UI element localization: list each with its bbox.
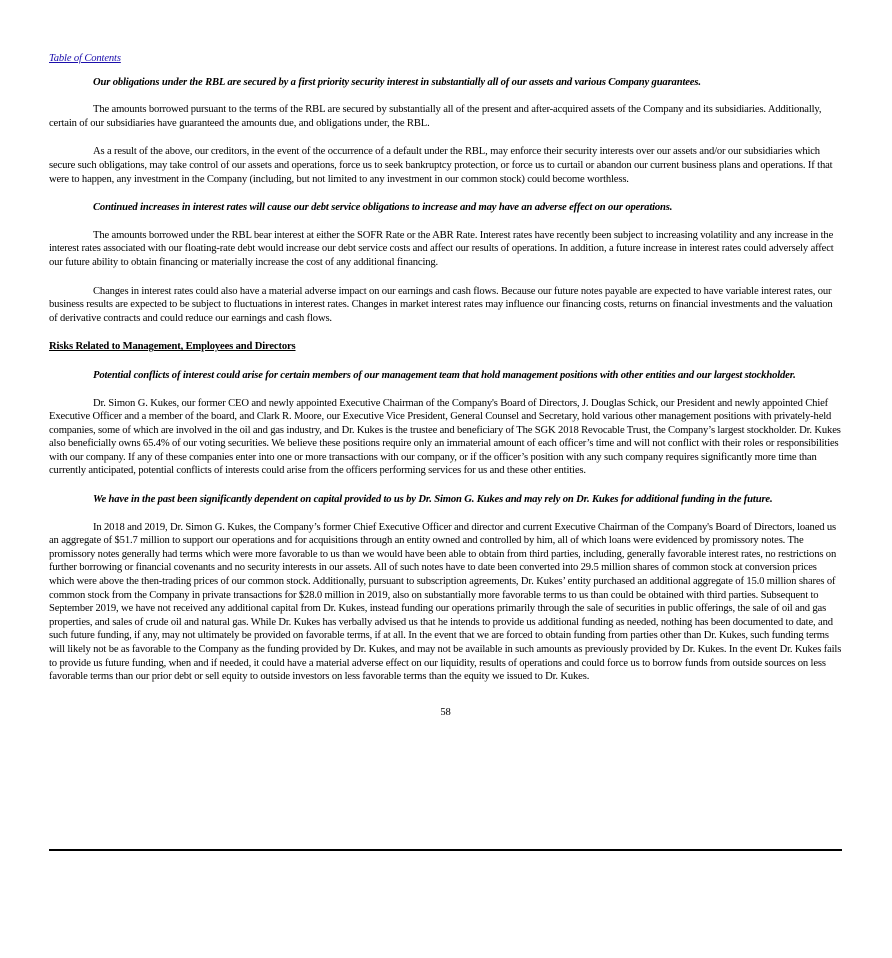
paragraph: Changes in interest rates could also have a material adverse impact on our earnings and cash flows. Because our future notes payable are expected to have variable interest rates, our business results are expected to be subject to fluctuations in interest rates. Changes in market interest rates may influence our financing costs, returns on financial investments and the valuation of derivative contracts and could reduce our earnings and cash flows. <box>49 285 833 324</box>
paragraph: In 2018 and 2019, Dr. Simon G. Kukes, the Company’s former Chief Executive Officer and director and current Executive Chairman of the Company's Board of Directors, loaned us an aggregate of $51.7 million to support our operations and for acquisitions through an entity owned and controlled by him, all of which loans were evidenced by promissory notes. The promissory notes generally had terms which were more favorable to us than we would have been able to obtain from third parties, including, generally favorable interest rates, no restrictions on further borrowing or financial covenants and no security interests in our assets. All of such notes have to date been converted into 29.5 million shares of common stock at conversion prices which were above the then-trading prices of our common stock. Additionally, pursuant to subscription agreements, Dr. Kukes’ entity purchased an additional aggregate of 15.0 million shares of common stock from the Company in private transactions for $28.0 million in 2019, also on substantially more favorable terms to us than could be obtained with third parties. Subsequent to September 2019, we have not received any additional capital from Dr. Kukes, instead funding our operations primarily through the sale of securities in public offerings, the sale of oil and gas properties, and sales of crude oil and natural gas. While Dr. Kukes has verbally advised us that he intends to provide us additional funding as needed, nothing has been documented to date, and such future funding, if any, may not ultimately be provided on favorable terms, if at all. In the event that we are forced to obtain funding from parties other than Dr. Kukes, such funding terms will likely not be as favorable to the Company as the funding provided by Dr. Kukes, and may not be available in such amounts as previously provided by Dr. Kukes. In the event Dr. Kukes fails to provide us future funding, when and if needed, it could have a material adverse effect on our liquidity, results of operations and could force us to borrow funds from outside sources on less favorable terms than our prior debt or sell equity to outside investors on less favorable terms than the equity we issued to Dr. Kukes. <box>49 521 842 683</box>
section-title-management-risks: Risks Related to Management, Employees and Directors <box>49 341 296 353</box>
heading-dependence-on-kukes: We have in the past been significantly dependent on capital provided to us by Dr. Simon G. Kukes and may rely on Dr. Kukes for additional funding in the future. <box>93 494 773 506</box>
paragraph: As a result of the above, our creditors, in the event of the occurrence of a default under the RBL, may enforce their security interests over our assets and/or our subsidiaries which secure such obligations, may take control of our assets and operations, force us to seek bankruptcy protection, or force us to curtail or abandon our current business plans and operations. If that were to happen, any investment in the Company (including, but not limited to any investment in our common stock) could become worthless. <box>49 146 833 185</box>
heading-interest-rates: Continued increases in interest rates will cause our debt service obligations to increase and may have an adverse effect on our operations. <box>93 202 673 214</box>
paragraph: The amounts borrowed pursuant to the terms of the RBL are secured by substantially all of the present and after-acquired assets of the Company and its subsidiaries. Additionally, certain of our subsidiaries have guaranteed the amounts due, and obligations under, the RBL. <box>49 104 822 129</box>
heading-rbl-security: Our obligations under the RBL are secured by a first priority security interest in substantially all of our assets and various Company guarantees. <box>93 76 701 88</box>
document-page <box>49 52 842 719</box>
page-number: 58 <box>440 706 451 718</box>
page-divider <box>49 849 842 851</box>
paragraph: Dr. Simon G. Kukes, our former CEO and newly appointed Executive Chairman of the Company's Board of Directors, J. Douglas Schick, our President and newly appointed Chief Executive Officer and a member of the board, and Clark R. Moore, our Executive Vice President, General Counsel and Secretary, hold various other management positions with privately-held companies, some of which are involved in the oil and gas industry, and Dr. Kukes is the trustee and beneficiary of The SGK 2018 Revocable Trust, the Company’s largest stockholder. Dr. Kukes also beneficially owns 65.4% of our voting securities. We believe these positions require only an immaterial amount of each officer’s time and will not conflict with their roles or responsibilities with our company. If any of these companies enter into one or more transactions with our company, or if the officer’s position with any such company requires significantly more time than currently anticipated, potential conflicts of interests could arise from the officers performing services for us and these other entities. <box>49 397 841 477</box>
paragraph: The amounts borrowed under the RBL bear interest at either the SOFR Rate or the ABR Rate. Interest rates have recently been subject to increasing volatility and any increase in the interest rates associated with our floating-rate debt would increase our debt service costs and affect our results of operations. In addition, a future increase in interest rates could adversely affect our future ability to obtain financing or materially increase the cost of any additional financing. <box>49 229 834 268</box>
table-of-contents-link[interactable]: Table of Contents <box>49 53 121 64</box>
heading-conflicts-of-interest: Potential conflicts of interest could arise for certain members of our management team that hold management positions with other entities and our largest stockholder. <box>93 369 796 381</box>
